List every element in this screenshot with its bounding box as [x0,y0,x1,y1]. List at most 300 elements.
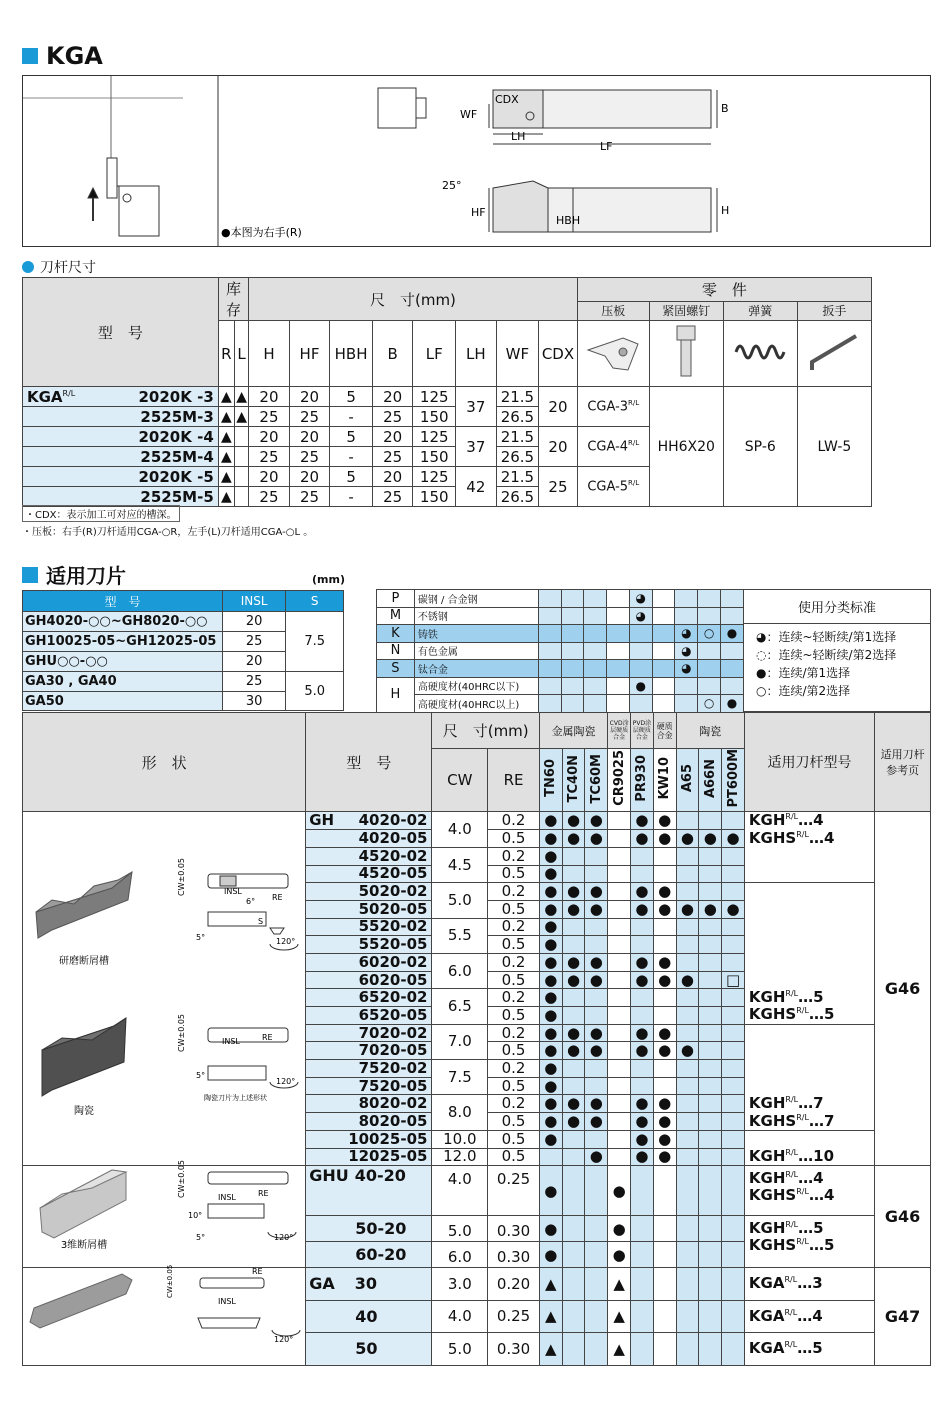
grade-cell: ● [631,1130,654,1148]
ghu-cw: 6.0 [432,1242,488,1268]
holder-ref: $KGHS^{R/L}\dots 4$ [748,828,835,847]
grade-cell [699,1148,722,1166]
cell-lf: 150 [413,447,456,467]
insl-value: 20 [222,612,286,632]
h-holder: 适用刀杆型号 [744,713,874,812]
material-grade-cell [698,660,721,678]
gh-model-cell [306,883,432,901]
ghu-model: 60-20 [355,1245,407,1265]
grade-cell [722,1268,745,1301]
grade-cell: ▲ [539,1268,562,1301]
grade-cell: ● [539,936,562,954]
gh-cw: 7.5 [432,1060,488,1095]
shape-label-ceramic: 陶瓷 [74,1106,94,1117]
holder-ref: $KGH^{R/L}\dots 5$ [748,988,824,1007]
material-grade-cell [652,660,675,678]
grade-cell [676,847,699,865]
gh-model: 5520-05 [358,935,428,954]
grade-cell [631,1333,654,1366]
grade-cell: ● [653,953,676,971]
cell-hbh: 5 [330,387,373,407]
material-table [376,589,744,713]
material-grade-cell [652,590,675,608]
grade-cell [699,1242,722,1268]
grade-cell [562,1216,585,1242]
holder-row-4-model: 2525M-4 [23,447,219,467]
gh-model-cell [306,1042,432,1060]
cell-h: 25 [249,487,290,507]
holder-ref: $KGHS^{R/L}\dots 5$ [748,1236,835,1255]
ghu-re: 0.30 [488,1242,540,1268]
grade-cell [562,1007,585,1025]
grade-cell [585,1300,608,1333]
grade-cell: ● [631,830,654,848]
dim-cw: CW±0.05 [177,1013,186,1052]
material-name: 碳钢 / 合金钢 [414,590,538,608]
grade-cell [585,936,608,954]
material-name: 高硬度材(40HRC以上) [414,695,538,713]
grade-cell [631,936,654,954]
dim-five: 5° [196,1233,206,1242]
legend-title: 使用分类标准 [744,590,930,624]
grade-cell: ● [585,953,608,971]
gh-cw: 4.0 [432,812,488,847]
material-grade-cell [698,590,721,608]
cell-lf: 125 [413,387,456,407]
spring-image [723,321,797,387]
dim-six: 6° [246,897,256,906]
grade-cell [608,900,631,918]
grade-cell: ● [562,900,585,918]
stock-r: ▲ [218,387,234,407]
grade-header [722,749,745,812]
label-b: B [721,102,729,115]
grade-cell [562,989,585,1007]
material-grade-cell [561,625,584,643]
grade-cell: ● [653,1042,676,1060]
material-grade-cell: ● [629,677,652,695]
grade-cell: ● [653,830,676,848]
col-hbh: HBH [330,321,373,387]
grade-cell [631,1060,654,1078]
gh-model-cell [306,1130,432,1148]
grade-cell [608,1042,631,1060]
label-hf: HF [471,206,486,219]
material-code: P [377,590,415,608]
grade-cell: ● [631,971,654,989]
dim-ang: 120° [274,1335,294,1344]
cell-hf: 25 [289,487,330,507]
material-grade-cell [584,590,607,608]
material-grade-cell [538,625,561,643]
grade-cell [562,1300,585,1333]
grade-cell [722,1216,745,1242]
gh-model-cell [306,1060,432,1078]
grade-cell: ● [585,1113,608,1131]
grade-cell [562,847,585,865]
ghu-re: 0.25 [488,1166,540,1216]
gh-model: 7020-02 [358,1023,428,1042]
gh-re: 0.5 [488,900,540,918]
grade-cell: ● [585,900,608,918]
grade-cell [722,883,745,901]
cell-b: 20 [372,387,413,407]
gh-re: 0.2 [488,1095,540,1113]
grade-cell: ● [562,830,585,848]
grade-cell [585,1060,608,1078]
grade-header [585,749,608,812]
material-grade-cell [698,607,721,625]
grade-cell [653,1268,676,1301]
material-grade-cell [652,607,675,625]
cell-hf: 20 [289,427,330,447]
ga-model: 30 [354,1274,377,1294]
grade-cell [676,1130,699,1148]
cell-lf: 125 [413,427,456,447]
gh-model: 8020-05 [358,1112,428,1130]
grade-cell: ● [539,918,562,936]
grade-header [676,749,699,812]
grade-label: CR9025 [611,750,627,807]
ga-model-cell [306,1333,432,1366]
stock-r: ▲ [218,427,234,447]
cell-lh: 42 [456,467,497,507]
ga-re: 0.20 [488,1268,540,1301]
material-grade-cell [584,625,607,643]
cell-wf: 21.5 [496,387,539,407]
material-code: N [377,642,415,660]
material-grade-cell: ◕ [675,625,698,643]
grade-cell [722,953,745,971]
grade-cell: ● [585,883,608,901]
grade-cell: ● [539,971,562,989]
gh-prefix: GH [309,811,335,830]
grade-cell: ● [539,1130,562,1148]
col-h: H [249,321,290,387]
s-value: 5.0 [286,672,344,711]
grade-cell [676,1024,699,1042]
ga-cw: 3.0 [432,1268,488,1301]
diagram-note: ●本图为右手(R) [221,226,302,239]
grade-cell: ● [631,900,654,918]
material-grade-cell [629,642,652,660]
h-main-dims: 尺 寸(mm) [432,713,539,749]
dim-re: RE [262,1033,273,1042]
cell-hf: 25 [289,407,330,427]
gh-cw: 5.5 [432,918,488,953]
insl-value: 25 [222,632,286,652]
grade-cell [699,1007,722,1025]
material-grade-cell [721,677,744,695]
grade-cell [631,918,654,936]
grade-cell [653,936,676,954]
h-s: S [286,591,344,612]
stock-r: ▲ [218,487,234,507]
cell-hbh: 5 [330,427,373,447]
grade-cell [722,1148,745,1166]
cell-lf: 125 [413,467,456,487]
material-grade-cell [607,607,630,625]
grade-header [539,749,562,812]
s-value: 7.5 [286,612,344,672]
grade-cell [608,918,631,936]
holder-diagram-box [22,75,931,247]
material-grade-cell: ◕ [629,590,652,608]
ga-holder-cell: $KGA^{R/L}\dots 3$ [744,1268,874,1301]
grade-cell [585,1007,608,1025]
working-schematic [23,76,183,236]
grade-cell [585,847,608,865]
grade-cell: ● [539,1042,562,1060]
grade-cell: ● [631,1148,654,1166]
gh-model: 4020-02 [358,811,428,830]
grade-header [631,749,654,812]
grade-cell: ● [539,900,562,918]
col-wf: WF [496,321,539,387]
grade-cell: ● [653,900,676,918]
grade-cell [676,812,699,830]
grade-cell: ● [562,1042,585,1060]
material-grade-cell [675,695,698,713]
gh-model: 7520-02 [358,1058,428,1077]
material-grade-cell [652,677,675,695]
material-grade-cell: ◕ [629,607,652,625]
ghu-holder-cell [744,1216,874,1268]
insl-model: GA50 [23,692,223,711]
material-name: 不锈钢 [414,607,538,625]
grade-cell [676,1007,699,1025]
gh-model: 10025-05 [348,1129,428,1148]
material-code: K [377,625,415,643]
ghu-page: G46 [875,1166,931,1268]
note-plate: ・压板：右手(R)刀杆适用CGA-○R，左手(L)刀杆适用CGA-○L 。 [22,527,314,538]
gh-re: 0.2 [488,883,540,901]
grade-cell [562,918,585,936]
grade-cell [585,1268,608,1301]
ghu-model: 50-20 [355,1219,407,1239]
grade-cell: ● [676,830,699,848]
section-kga-title: KGA [46,42,103,70]
insl-value: 20 [222,652,286,672]
cell-h: 25 [249,447,290,467]
grade-cell [653,1242,676,1268]
grade-cell [699,883,722,901]
cell-b: 25 [372,447,413,467]
ga-re: 0.25 [488,1300,540,1333]
grade-cell [676,1166,699,1216]
ghu-prefix: GHU [309,1166,349,1186]
grade-cell: ● [722,900,745,918]
cell-plate: CGA-$3^{R/L}$ [577,387,649,427]
grade-cell: ● [539,1113,562,1131]
grade-cell [631,1166,654,1216]
material-grade-cell [584,677,607,695]
gh-model: 4520-02 [358,846,428,865]
grade-cell [631,1007,654,1025]
cell-plate: CGA-$4^{R/L}$ [577,427,649,467]
col-b: B [372,321,413,387]
gh-model-cell [306,1007,432,1025]
gh-model: 7520-05 [358,1076,428,1095]
grade-cell [676,953,699,971]
grade-cell: ● [539,1166,562,1216]
material-grade-cell: ○ [698,695,721,713]
h-ceramic: 陶瓷 [676,713,744,749]
grade-cell [631,1268,654,1301]
gh-re: 0.2 [488,953,540,971]
grade-cell [608,1007,631,1025]
ceramic-insert-image [42,1018,126,1096]
col-lf: LF [413,321,456,387]
gh-cw: 12.0 [432,1148,488,1166]
grade-label: PT600M [725,749,741,808]
grade-cell [608,1130,631,1148]
material-grade-cell [607,625,630,643]
grade-cell: ● [699,900,722,918]
grade-cell [562,1268,585,1301]
grade-cell [608,936,631,954]
label-angle: 25° [442,179,462,192]
material-grade-cell [721,607,744,625]
grade-cell [699,1130,722,1148]
grade-cell [585,865,608,883]
holder-ref: $KGHS^{R/L}\dots 5$ [748,1005,835,1024]
h-carbide: 硬质合金 [653,713,676,749]
grade-cell: □ [722,971,745,989]
cell-b: 25 [372,407,413,427]
material-name: 高硬度材(40HRC以下) [414,677,538,695]
grade-cell: ● [562,1024,585,1042]
holder-row-6-model: 2525M-5 [23,487,219,507]
insl-model: GH10025-05~GH12025-05 [23,632,223,652]
gh-cw: 6.5 [432,989,488,1024]
grade-cell [722,918,745,936]
cell-lh: 37 [456,427,497,467]
material-grade-cell [561,660,584,678]
h-screw: 紧固螺钉 [649,301,723,320]
material-code: M [377,607,415,625]
gh-holder-cell [744,1024,874,1130]
grade-cell [699,1077,722,1095]
grade-cell: ▲ [608,1268,631,1301]
ga-holder-cell: $KGA^{R/L}\dots 5$ [744,1333,874,1366]
grade-cell [699,1113,722,1131]
grade-cell [631,865,654,883]
grade-cell [699,1333,722,1366]
gh-model-cell [306,1148,432,1166]
grade-cell [676,918,699,936]
label-wf: WF [460,108,478,121]
material-grade-cell [561,695,584,713]
material-grade-cell [538,642,561,660]
dim-ang: 120° [276,937,296,946]
material-grade-cell [607,677,630,695]
grade-cell: ● [631,812,654,830]
grade-cell: ● [539,1007,562,1025]
material-grade-cell [561,677,584,695]
grade-cell: ● [539,1216,562,1242]
cell-lf: 150 [413,407,456,427]
grade-cell: ● [539,812,562,830]
grade-cell: ● [539,847,562,865]
grade-cell: ● [653,1024,676,1042]
gh-model-cell [306,900,432,918]
grade-cell [699,971,722,989]
grade-cell [608,971,631,989]
grade-cell: ● [631,1113,654,1131]
cell-hbh: - [330,447,373,467]
material-code: H [377,677,415,712]
grade-cell: ● [722,830,745,848]
grade-header [562,749,585,812]
ga-model: 40 [355,1306,378,1326]
grade-cell: ● [539,865,562,883]
side-view [489,181,717,232]
grade-cell: ● [653,1095,676,1113]
material-grade-cell [584,642,607,660]
gh-model: 7020-05 [358,1041,428,1060]
grade-cell: ● [539,883,562,901]
grade-cell [653,865,676,883]
grade-cell [722,1166,745,1216]
grade-cell [562,1166,585,1216]
grade-cell: ● [539,989,562,1007]
h-shape: 形 状 [23,713,306,812]
grade-cell [653,1300,676,1333]
grade-cell [539,1148,562,1166]
gh-model: 8020-02 [358,1094,428,1113]
grade-cell: ● [539,953,562,971]
grade-cell [676,1077,699,1095]
material-grade-cell [652,625,675,643]
h-plate: 压板 [577,301,649,320]
grade-cell [676,989,699,1007]
dim-insl: INSL [218,1193,236,1202]
gh-model: 4520-05 [358,864,428,883]
grade-cell [699,953,722,971]
gh-re: 0.5 [488,1113,540,1131]
grade-cell: ● [699,830,722,848]
gh-re: 0.2 [488,989,540,1007]
gh-cw: 6.0 [432,953,488,988]
gh-model-cell [306,1077,432,1095]
ga-holder-cell: $KGA^{R/L}\dots 4$ [744,1300,874,1333]
gh-model: 6520-02 [358,988,428,1007]
legend-box [744,589,931,712]
section-inserts-title: 适用刀片 [46,564,126,588]
grade-cell [722,865,745,883]
ga-model-cell [306,1300,432,1333]
gh-model-cell [306,1113,432,1131]
grade-cell: ● [608,1166,631,1216]
material-grade-cell [538,695,561,713]
stock-r: ▲ [218,407,234,427]
dim-s: S [258,917,264,926]
grade-cell [676,1095,699,1113]
grade-cell [631,1300,654,1333]
grade-cell: ● [562,883,585,901]
ga-re: 0.30 [488,1333,540,1366]
grade-cell [562,865,585,883]
grade-cell [699,1060,722,1078]
gh-model: 4020-05 [358,829,428,847]
gh-model-cell [306,989,432,1007]
dim-five: 5° [196,933,206,942]
gh-page: G46 [875,812,931,1166]
top-view [378,88,717,144]
grade-cell [722,847,745,865]
grade-label: TN60 [543,759,559,798]
